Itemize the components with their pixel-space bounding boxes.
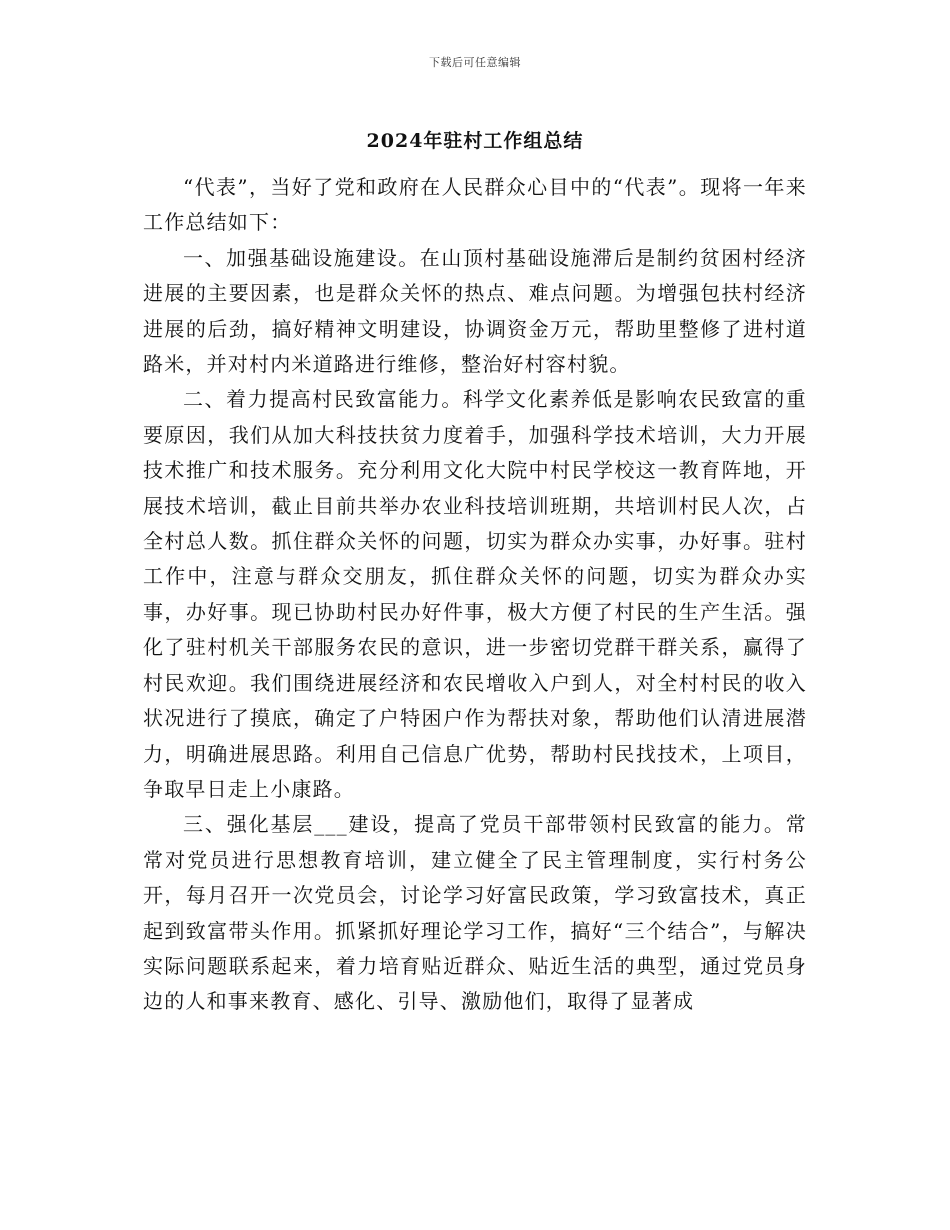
paragraph-infrastructure: 一、加强基础设施建设。在山顶村基础设施滞后是制约贫困村经济进展的主要因素，也是群众关怀的热点、难点问题。为增强包扶村经济进展的后劲，搞好精神文明建设，协调资金万元，帮助里整修了进村道路米，并对村内米道路进行维修，整治好村容村貌。 [143,245,807,377]
document-body [143,170,807,1020]
document-title: 2024年驻村工作组总结 [366,130,584,152]
page-header: 下载后可任意编辑 [429,56,521,69]
paragraph-intro: “代表”，当好了党和政府在人民群众心目中的“代表”。现将一年来工作总结如下： [143,175,807,235]
paragraph-income-ability: 二、着力提高村民致富能力。科学文化素养低是影响农民致富的重要原因，我们从加大科技扶贫力度着手，加强科学技术培训，大力开展技术推广和技术服务。充分利用文化大院中村民学校这一教育阵地，开展技术培训，截止目前共举办农业科技培训班期，共培训村民人次，占全村总人数。抓住群众关怀的问题，切实为群众办实事，办好事。驻村工作中，注意与群众交朋友，抓住群众关怀的问题，切实为群众办实事，办好事。现已协助村民办好件事，极大方便了村民的生产生活。强化了驻村机关干部服务农民的意识，进一步密切党群干群关系，赢得了村民欢迎。我们围绕进展经济和农民增收入户到人，对全村村民的收入状况进行了摸底，确定了户特困户作为帮扶对象，帮助他们认清进展潜力，明确进展思路。利用自己信息广优势，帮助村民找技术，上项目，争取早日走上小康路。 [143,387,807,801]
paragraph-grassroots: 三、强化基层___建设，提高了党员干部带领村民致富的能力。常常对党员进行思想教育培训，建立健全了民主管理制度，实行村务公开，每月召开一次党员会，讨论学习好富民政策，学习致富技术，真正起到致富带头作用。抓紧抓好理论学习工作，搞好“三个结合”，与解决实际问题联系起来，着力培育贴近群众、贴近生活的典型，通过党员身边的人和事来教育、感化、引导、激励他们，取得了显著成 [143,812,807,1014]
